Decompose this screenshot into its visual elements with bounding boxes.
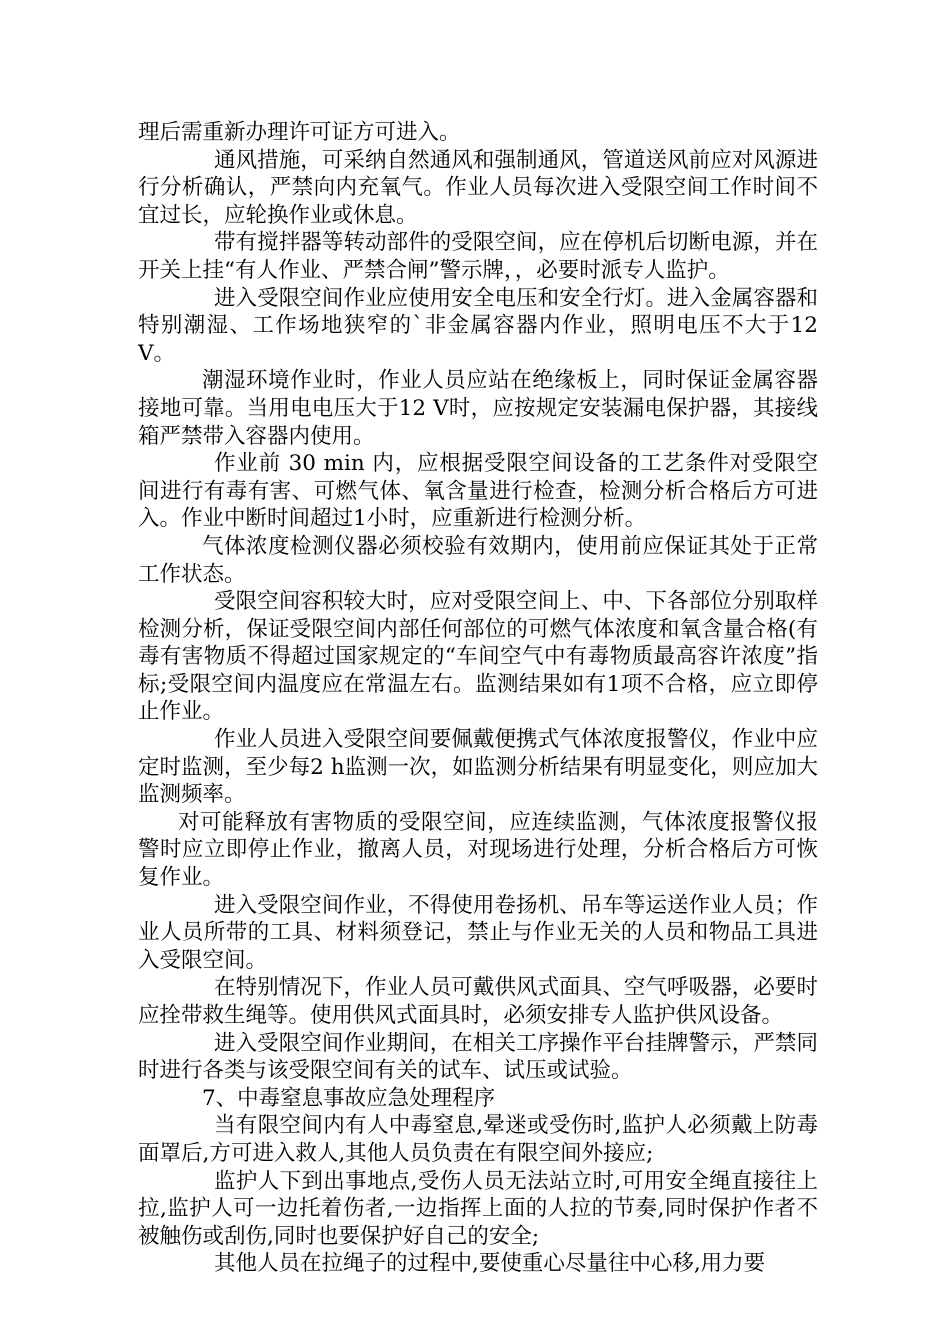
paragraph: 进入受限空间作业，不得使用卷扬机、吊车等运送作业人员；作业人员所带的工具、材料须登记，禁止与作业无关的人员和物品工具进入受限空间。 xyxy=(138,892,818,973)
section-heading: 7、中毒窒息事故应急处理程序 xyxy=(202,1085,496,1111)
paragraph: 受限空间容积较大时，应对受限空间上、中、下各部位分别取样检测分析，保证受限空间内部任何部位的可燃气体浓度和氧含量合格(有毒有害物质不得超过国家规定的“车间空气中有毒物质最高容许浓度”指标;受限空间内温度应在常温左右。监测结果如有1项不合格，应立即停止作业。 xyxy=(138,589,818,725)
paragraph: 气体浓度检测仪器必须校验有效期内，使用前应保证其处于正常工作状态。 xyxy=(138,533,818,587)
paragraph: 在特别情况下，作业人员可戴供风式面具、空气呼吸器，必要时应拴带救生绳等。使用供风式面具时，必须安排专人监护供风设备。 xyxy=(138,975,818,1028)
paragraph: 理后需重新办理许可证方可进入。 xyxy=(138,120,461,145)
paragraph: 进入受限空间作业期间，在相关工序操作平台挂牌警示，严禁同时进行各类与该受限空间有关的试车、试压或试验。 xyxy=(138,1030,818,1084)
paragraph: 通风措施，可采纳自然通风和强制通风，管道送风前应对风源进行分析确认，严禁向内充氧气。作业人员每次进入受限空间工作时间不宜过长，应轮换作业或休息。 xyxy=(138,147,818,228)
paragraph: 作业人员进入受限空间要佩戴便携式气体浓度报警仪，作业中应定时监测，至少每2 h监测一次，如监测分析结果有明显变化，则应加大监测频率。 xyxy=(138,727,818,808)
paragraph: 其他人员在拉绳子的过程中,要使重心尽量往中心移,用力要 xyxy=(214,1251,766,1277)
paragraph: 作业前 30 min 内，应根据受限空间设备的工艺条件对受限空间进行有毒有害、可燃气体、氧含量进行检查，检测分析合格后方可进入。作业中断时间超过1小时，应重新进行检测分析。 xyxy=(138,451,818,532)
paragraph: 带有搅拌器等转动部件的受限空间，应在停机后切断电源，并在开关上挂“有人作业、严禁合闸”警示牌，，必要时派专人监护。 xyxy=(138,230,818,283)
document-body xyxy=(138,119,818,1278)
paragraph: 当有限空间内有人中毒窒息,晕迷或受伤时,监护人必须戴上防毒面罩后,方可进入救人,其他人员负责在有限空间外接应; xyxy=(138,1113,818,1166)
paragraph: 进入受限空间作业应使用安全电压和安全行灯。进入金属容器和特别潮湿、工作场地狭窄的`非金属容器内作业，照明电压不大于12 V。 xyxy=(138,285,818,366)
paragraph: 监护人下到出事地点,受伤人员无法站立时,可用安全绳直接往上拉,监护人可一边托着伤者,一边指挥上面的人拉的节奏,同时保护作者不被触伤或刮伤,同时也要保护好自己的安全; xyxy=(138,1168,818,1249)
paragraph: 潮湿环境作业时，作业人员应站在绝缘板上，同时保证金属容器接地可靠。当用电电压大于12 V时，应按规定安装漏电保护器，其接线箱严禁带入容器内使用。 xyxy=(138,368,818,449)
paragraph: 对可能释放有害物质的受限空间，应连续监测，气体浓度报警仪报警时应立即停止作业，撤离人员，对现场进行处理，分析合格后方可恢复作业。 xyxy=(138,809,818,891)
